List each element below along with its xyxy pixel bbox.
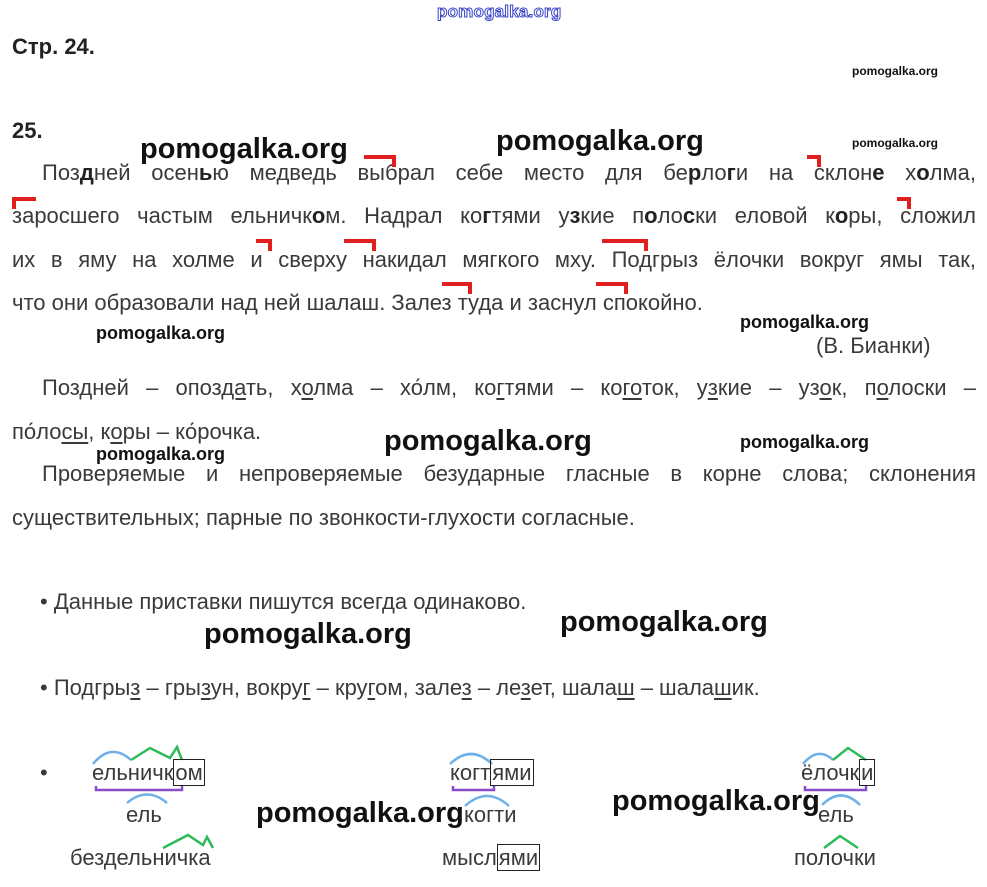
- check-line-2: по́лосы, коры – ко́рочка.: [12, 419, 262, 444]
- watermark-big: pomogalka.org: [496, 125, 704, 157]
- text-line-3: их в яму на холме и сверху накидал мягкого мху. Подгрыз ёлочки вокруг ямы так,: [12, 247, 976, 272]
- morph-base-2: когти: [464, 802, 517, 827]
- check-line-3: Проверяемые и непроверяемые безударные гласные в корне слова; склонения: [42, 461, 976, 486]
- watermark-mid: pomogalka.org: [96, 444, 226, 464]
- check-line-4: существительных; парные по звонкости-глухости согласные.: [12, 505, 635, 530]
- morph-compare-1: бездельничка: [70, 845, 211, 870]
- morph-base-3: ель: [818, 802, 854, 827]
- morph-word-2: когтями: [450, 760, 532, 785]
- watermark-big: pomogalka.org: [256, 797, 464, 829]
- morph-base-1: ель: [126, 802, 162, 827]
- author: (В. Бианки): [816, 333, 931, 358]
- watermark-big: pomogalka.org: [560, 606, 768, 638]
- morph-compare-3: полочки: [794, 845, 876, 870]
- watermark-big: pomogalka.org: [204, 618, 412, 650]
- page-header: Стр. 24.: [12, 34, 95, 59]
- morph-word-3: ёлочки: [801, 760, 874, 785]
- bullet-2: • Подгрыз – грызун, вокруг – кругом, залез – лезет, шалаш – шалашик.: [40, 675, 760, 700]
- text-line-1: Поздней осенью медведь выбрал себе место для берлоги на склоне холма,: [42, 160, 976, 185]
- bullet-3: •: [40, 760, 48, 785]
- watermark-big: pomogalka.org: [140, 133, 348, 165]
- exercise-number: 25.: [12, 118, 43, 143]
- bullet-1: • Данные приставки пишутся всегда одинаково.: [40, 589, 527, 614]
- text-line-2: заросшего частым ельничком. Надрал когтями узкие полоски еловой коры, сложил: [12, 203, 977, 228]
- watermark-big: pomogalka.org: [384, 425, 592, 457]
- watermark-mid: pomogalka.org: [740, 312, 870, 332]
- text-line-4: что они образовали над ней шалаш. Залез туда и заснул спокойно.: [12, 290, 703, 315]
- watermark-big: pomogalka.org: [612, 785, 820, 817]
- check-line-1: Поздней – опоздать, холма – хо́лм, когтями – коготок, узкие – узок, полоски –: [42, 375, 976, 400]
- morph-compare-2: мыслями: [442, 845, 539, 870]
- watermark-small: pomogalka.org: [852, 136, 939, 150]
- watermark-top: pomogalka.org: [437, 2, 562, 21]
- watermark-mid: pomogalka.org: [96, 323, 226, 343]
- watermark-small: pomogalka.org: [852, 64, 939, 78]
- morph-word-1: ельничком: [92, 760, 203, 785]
- watermark-mid: pomogalka.org: [740, 432, 870, 452]
